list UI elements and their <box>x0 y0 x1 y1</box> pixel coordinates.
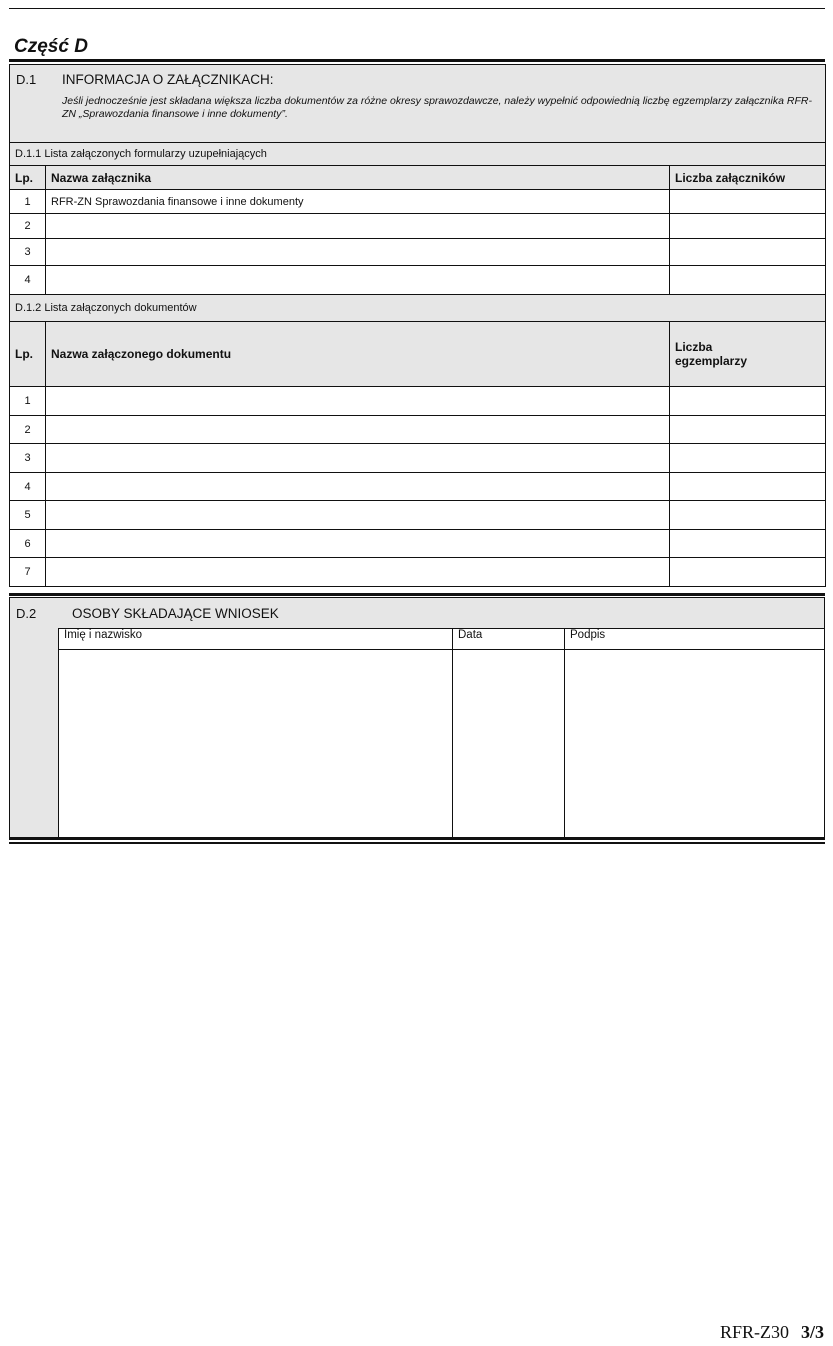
d12-row-lp: 4 <box>10 473 46 501</box>
d11-row-name[interactable]: RFR-ZN Sprawozdania finansowe i inne dokumenty <box>46 190 670 214</box>
d1-header <box>10 65 826 143</box>
d12-col-count-line2: egzemplarzy <box>675 354 748 368</box>
d12-row-lp: 5 <box>10 501 46 530</box>
d11-col-count: Liczba załączników <box>670 166 826 190</box>
part-title: Część D <box>14 36 88 57</box>
d11-row-name[interactable] <box>46 239 670 266</box>
table-row <box>10 558 826 587</box>
d11-col-lp: Lp. <box>10 166 46 190</box>
d12-heading: D.1.2 Lista załączonych dokumentów <box>10 295 826 322</box>
d2-col-sign: Podpis <box>565 629 825 650</box>
d12-row-name[interactable] <box>46 558 670 587</box>
d12-row-name[interactable] <box>46 473 670 501</box>
d2-signature-table <box>58 628 825 839</box>
d12-col-name: Nazwa załączonego dokumentu <box>46 322 670 387</box>
d11-row-count[interactable] <box>670 266 826 295</box>
d12-row-name[interactable] <box>46 501 670 530</box>
d11-row-lp: 1 <box>10 190 46 214</box>
d2-section <box>9 597 825 839</box>
d12-row-lp: 2 <box>10 416 46 444</box>
table-row <box>10 501 826 530</box>
d11-row-lp: 3 <box>10 239 46 266</box>
d11-row-lp: 4 <box>10 266 46 295</box>
d12-row-lp: 7 <box>10 558 46 587</box>
d1-title: INFORMACJA O ZAŁĄCZNIKACH: <box>62 72 274 87</box>
table-row <box>10 416 826 444</box>
d12-row-count[interactable] <box>670 530 826 558</box>
d11-row-count[interactable] <box>670 214 826 239</box>
d12-col-count <box>670 322 826 387</box>
d2-title: OSOBY SKŁADAJĄCE WNIOSEK <box>72 606 279 621</box>
d1-code: D.1 <box>16 72 37 87</box>
table-row <box>10 530 826 558</box>
d12-row-count[interactable] <box>670 416 826 444</box>
d12-row-lp: 1 <box>10 387 46 416</box>
top-rule <box>9 8 825 9</box>
d12-row-lp: 6 <box>10 530 46 558</box>
d12-col-count-line1: Liczba <box>675 340 713 354</box>
d2-bottom-rule-2 <box>9 842 825 844</box>
d11-heading: D.1.1 Lista załączonych formularzy uzupełniających <box>10 143 826 166</box>
table-row <box>10 239 826 266</box>
part-rule <box>9 59 825 62</box>
table-row <box>10 444 826 473</box>
d2-sign-field[interactable] <box>565 650 825 839</box>
d11-row-lp: 2 <box>10 214 46 239</box>
d12-row-count[interactable] <box>670 501 826 530</box>
d11-row-name[interactable] <box>46 266 670 295</box>
table-row <box>10 266 826 295</box>
d12-row-name[interactable] <box>46 444 670 473</box>
d2-col-date: Data <box>453 629 565 650</box>
d12-row-name[interactable] <box>46 387 670 416</box>
d1-section <box>9 64 826 587</box>
d2-col-name: Imię i nazwisko <box>59 629 453 650</box>
d12-row-lp: 3 <box>10 444 46 473</box>
d1-bottom-rule <box>9 593 825 596</box>
d12-col-lp: Lp. <box>10 322 46 387</box>
d2-code: D.2 <box>16 606 37 621</box>
d2-bottom-rule <box>9 837 825 840</box>
table-row <box>10 387 826 416</box>
d11-col-name: Nazwa załącznika <box>46 166 670 190</box>
footer-form-code: RFR-Z30 <box>719 1322 789 1342</box>
footer-page-number: 3/3 <box>800 1322 824 1342</box>
d12-row-name[interactable] <box>46 416 670 444</box>
d12-row-count[interactable] <box>670 473 826 501</box>
d11-row-count[interactable] <box>670 239 826 266</box>
table-row <box>10 214 826 239</box>
d1-note: Jeśli jednocześnie jest składana większa liczba dokumentów za różne okresy sprawozdawcze, należy wypełnić odpowiednią liczbę egzemplarzy załącznika RFR-ZN „Sprawozdania finansowe i inne dokumenty”. <box>62 95 812 120</box>
d12-row-count[interactable] <box>670 387 826 416</box>
d2-date-field[interactable] <box>453 650 565 839</box>
d12-row-count[interactable] <box>670 558 826 587</box>
d12-row-name[interactable] <box>46 530 670 558</box>
table-row <box>10 190 826 214</box>
table-row <box>10 473 826 501</box>
d11-row-count[interactable] <box>670 190 826 214</box>
d12-row-count[interactable] <box>670 444 826 473</box>
d2-name-field[interactable] <box>59 650 453 839</box>
footer <box>720 1322 824 1343</box>
d11-row-name[interactable] <box>46 214 670 239</box>
